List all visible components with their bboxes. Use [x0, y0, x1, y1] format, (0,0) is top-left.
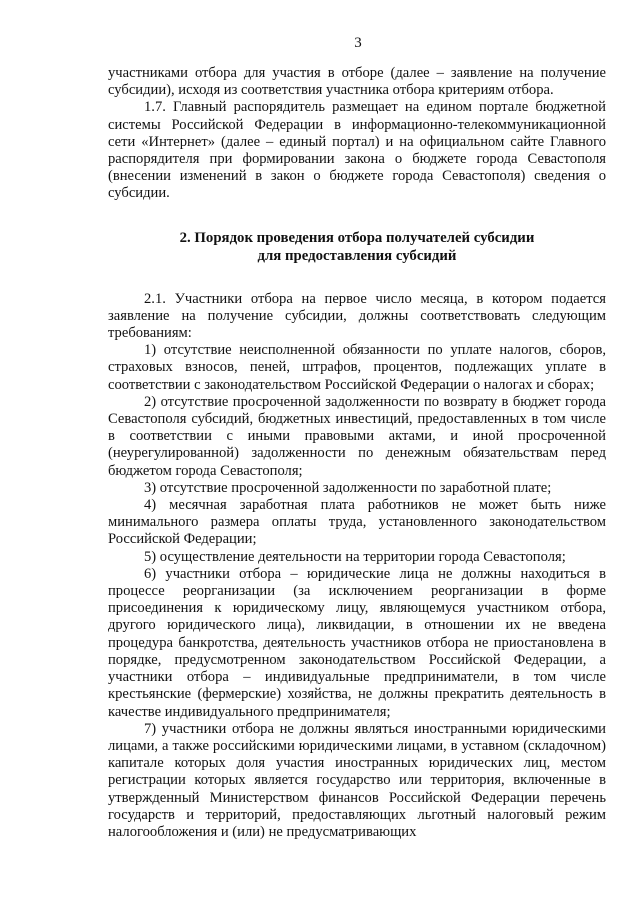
intro-text — [108, 65, 606, 203]
section-title-line-1: 2. Порядок проведения отбора получателей субсидии — [179, 229, 535, 246]
requirement-1: 1) отсутствие неисполненной обязанности по уплате налогов, сборов, страховых взносов, пеней, штрафов, процентов, подлежащих уплате в соответствии с законодательством Российской Федерации о налогах и сборах; — [108, 342, 606, 393]
section-title — [108, 229, 606, 265]
page-number: 3 — [354, 35, 362, 51]
section-body — [108, 291, 606, 842]
requirement-3: 3) отсутствие просроченной задолженности по заработной плате; — [144, 479, 552, 496]
requirement-7: 7) участники отбора не должны являться иностранными юридическими лицами, а также российскими юридическими лицами, в уставном (складочном) капитале которых доля участия иностранных юридических лиц, местом регистрации которых является государство или территория, включенные в утвержденный Министерством финансов Российской Федерации перечень государств и территорий, предоставляющих льготный налоговый режим налогообложения и (или) не предусматривающих — [108, 720, 606, 840]
requirement-2: 2) отсутствие просроченной задолженности по возврату в бюджет города Севастополя субсидий, бюджетных инвестиций, предоставленных в том числе в соответствии с иными правовыми актами, и иной просроченной (неурегулированной) задолженности по денежным обязательствам перед бюджетом города Севастополя; — [108, 393, 606, 479]
requirement-5: 5) осуществление деятельности на территории города Севастополя; — [144, 548, 566, 565]
requirement-4: 4) месячная заработная плата работников не может быть ниже минимального размера оплаты труда, установленного законодательством Российской Федерации; — [108, 497, 606, 548]
intro-paragraph-1-7: 1.7. Главный распорядитель размещает на едином портале бюджетной системы Российской Федерации в информационно-телекоммуникационной сети «Интернет» (далее – единый портал) и на официальном сайте Главного распорядителя при формировании закона о бюджете города Севастополя (внесении изменений в закон о бюджете города Севастополя) сведения о субсидии. — [108, 99, 606, 202]
paragraph-2-1: 2.1. Участники отбора на первое число месяца, в котором подается заявление на получение субсидии, должны соответствовать следующим требованиям: — [108, 290, 606, 342]
intro-paragraph-continuation: участниками отбора для участия в отборе (далее – заявление на получение субсидии), исходя из соответствия участника отбора критериям отбора. — [108, 65, 606, 99]
requirement-6: 6) участники отбора – юридические лица не должны находиться в процессе реорганизации (за исключением реорганизации в форме присоединения к юридическому лицу, являющемуся участником отбора, другого юридического лица), ликвидации, в отношении их не введена процедура банкротства, деятельность участников отбора не приостановлена в порядке, предусмотренном законодательством Российской Федерации, а участники отбора – индивидуальные предприниматели, в том числе крестьянские (фермерские) хозяйства, не должны прекратить деятельность в качестве индивидуального предпринимателя; — [108, 565, 606, 720]
section-title-line-2: для предоставления субсидий — [257, 247, 457, 264]
